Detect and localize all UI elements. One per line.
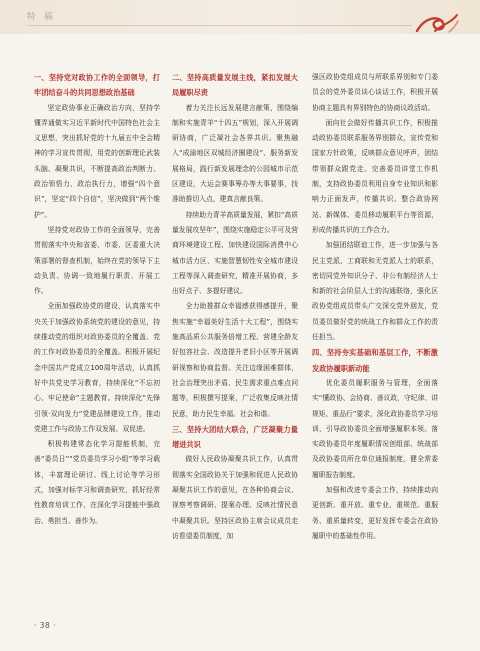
- section-heading: 二、坚持高质量发展主线，紧扣发展大局履职尽责: [172, 73, 298, 98]
- body-paragraph: 积极构建常态化学习提能机制，完善“委员日”“党员委员学习小组”等学习载体，丰富理论研讨、线上讨论等学习形式，加强对标学习和调查研究，抓好经常性教育培训工作，在深化学习提能中强政治、勇担当、善作为。: [34, 440, 160, 525]
- section-heading: 三、坚持大团结大联合，广泛凝聚力量增进共识: [172, 424, 298, 450]
- section-heading: 四、坚持夯实基础和基层工作，不断激发政协履职新动能: [312, 348, 438, 373]
- body-paragraph: 坚定政协事业正确政治方向，坚持学懂弄通做实习近平新时代中国特色社会主义思想，突出抓好党的十九届五中全会精神的学习宣传贯彻，用党的创新理论武装头脑、凝聚共识，不断提高政治判断力、政治领悟力、政治执行力，增强“四个意识”，坚定“四个自信”，坚决做到“两个维护”。: [34, 103, 160, 219]
- body-paragraph: 加强和改进专委会工作，持续推动向更创新、重开放、重专业、重规范、重服务、重质量转变，更好发挥专委会在政协履职中的基础性作用。: [312, 486, 438, 540]
- body-paragraph: 强区政协党组成员与所联系界别和专门委员会的党外委员谈心谈话工作，积极开展协商主题具有界别特色的协商议政活动。: [312, 73, 438, 112]
- page-number: · 38 ·: [34, 621, 57, 630]
- article-column-3: [312, 70, 438, 544]
- body-paragraph: 全力助推群众幸福感获得感提升，聚焦实施“幸福美好生活十大工程”，围绕实施高品质公共服务倍增工程、营建全龄友好包容社会、改造提升老旧小区等开展调研视察和协商监督。关注边缘困难群体，社会治理突出矛盾、民生需求重点难点问题等，积极撰写提案，广泛收集反映社情民意，助力民生幸福、社会和谐。: [172, 302, 298, 418]
- header-divider: [27, 25, 412, 26]
- body-paragraph: 加强团结联谊工作，进一步加强与各民主党派、工商联和无党派人士的联系，密切同党外知识分子、非公有制经济人士和新的社会阶层人士的沟通联络，强化区政协党组成员带头广交深交党外朋友，党员委员做好党的统战工作和群众工作的责任担当。: [312, 241, 438, 342]
- body-paragraph: 坚持党对政协工作的全面领导，完善贯彻落实中央和省委、市委、区委重大决策部署的督查机制，始终在党的领导下主动负责、协调一致地履行职责、开展工作。: [34, 225, 160, 296]
- section-label: 特 稿: [27, 12, 56, 22]
- body-paragraph: 优化委员履职服务与管理，全面落实“懂政协、会协商、善议政，守纪律、讲规矩、重品行”要求，深化政协委员学习培训，引导政协委员全面增强履职本领。落实政协委员年度履职情况创组部、统战部及政协委员所在单位通报制度，健全常委履职报告制度。: [312, 378, 438, 479]
- body-paragraph: 着力关注长远发展建言献策，围绕编制和实施青羊“十四五”规划，深入开展调研协商，广泛凝社会各界共识。聚焦融入“成渝地区双城经济圈建设”、服务新发展格局，践行新发展理念的公园城市示范区建设，大运会赛事筹办等大事要事，找准助推切入点，建真言献良策。: [172, 103, 298, 204]
- article-column-1: [34, 70, 160, 529]
- article-column-2: [172, 70, 298, 544]
- section-heading: 一、坚持党对政协工作的全面领导，打牢团结奋斗的共同思想政治基础: [34, 73, 160, 98]
- body-paragraph: 面向社会做好传播共识工作，积极推动政协委员联系服务界别群众，宣传党和国家方针政策，反映群众意见呼声，团结带领群众跟党走。完善委员讲堂工作机制，支持政协委员利用自身专业知识和影响力正面发声，传播共识。整合政协网站、新媒体、委员移动履职平台等资源，形成传播共识的工作合力。: [312, 118, 438, 234]
- page-header: [0, 0, 480, 34]
- body-paragraph: 持续助力青羊高质量发展，紧扣“高质量发展攻坚年”，围绕实施稳定公平可及营商环境建设工程、加快建设国际消费中心城市活力区、实施智慧韧性安全城市建设工程等深入调查研究，精准开展协商，多出好点子、多提好建议。: [172, 210, 298, 296]
- body-paragraph: 做好人民政协凝聚共识工作，认真贯彻落实全国政协关于加强和促进人民政协凝聚共识工作的意见，在各种协商会议、视察考察调研、提案办理、反映社情民意中凝聚共识。坚持区政协主席会议成员走访看望委员制度，加: [172, 455, 298, 540]
- body-paragraph: 全面加强政协党的建设，认真落实中央关于加强政协系统党的建设的意见，持续推动党的组织对政协委员的全覆盖、党的工作对政协委员的全覆盖。积极开展纪念中国共产党成立100周年活动，认真抓好中共党史学习教育，持续深化“不忘初心、牢记使命”主题教育。持续深化“先锋引领·双向发力”党建品牌建设工作，推动党建工作与政协工作双发展、双促进。: [34, 302, 160, 433]
- swirl-logo-icon: [413, 11, 461, 37]
